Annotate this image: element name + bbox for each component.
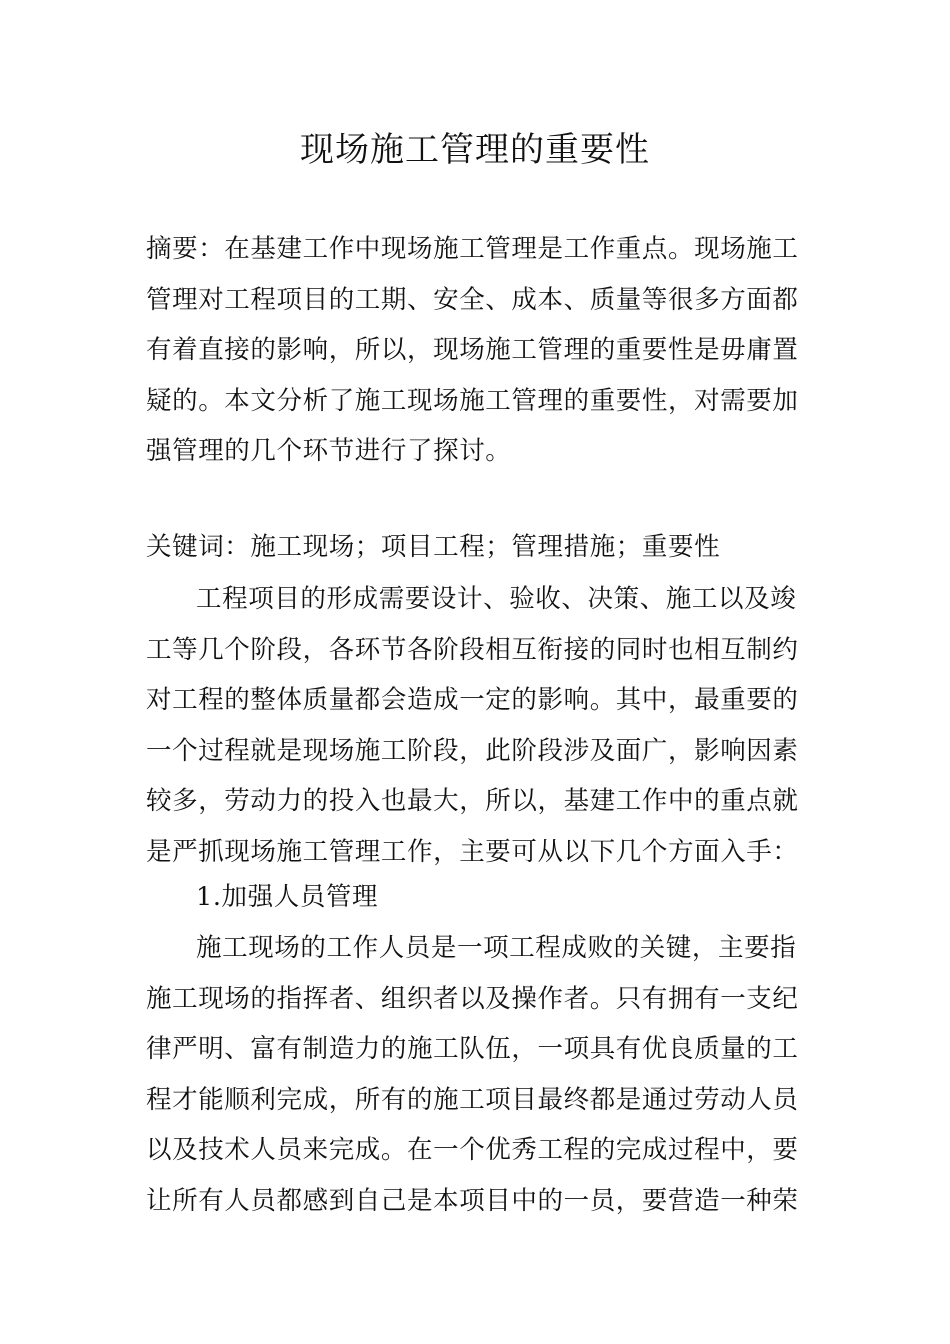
body-paragraph-1: 工程项目的形成需要设计、验收、决策、施工以及竣工等几个阶段，各环节各阶段相互衔接的同时也相互制约对工程的整体质量都会造成一定的影响。其中，最重要的一个过程就是现场施工阶段，此阶段涉及面广，影响因素较多，劳动力的投入也最大，所以，基建工作中的重点就是严抓现场施工管理工作，主要可从以下几个方面入手： [146, 584, 799, 867]
body-paragraph-2: 施工现场的工作人员是一项工程成败的关键，主要指施工现场的指挥者、组织者以及操作者。只有拥有一支纪律严明、富有制造力的施工队伍，一项具有优良质量的工程才能顺利完成，所有的施工项目最终都是通过劳动人员以及技术人员来完成。在一个优秀工程的完成过程中，要让所有人员都感到自己是本项目中的一员，要营造一种荣 [146, 933, 799, 1216]
page-title: 现场施工管理的重要性 [300, 130, 650, 170]
section-heading: 1.加强人员管理 [196, 882, 379, 912]
keywords-line: 关键词：施工现场；项目工程；管理措施；重要性 [146, 532, 721, 562]
abstract-paragraph: 摘要：在基建工作中现场施工管理是工作重点。现场施工管理对工程项目的工期、安全、成本、质量等很多方面都有着直接的影响，所以，现场施工管理的重要性是毋庸置疑的。本文分析了施工现场施工管理的重要性，对需要加强管理的几个环节进行了探讨。 [146, 234, 799, 466]
